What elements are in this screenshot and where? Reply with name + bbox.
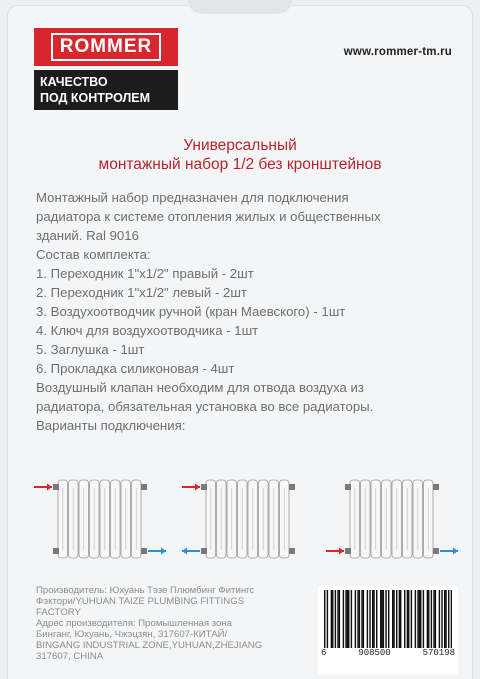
barcode-bar — [348, 590, 349, 648]
barcode-bar — [355, 590, 356, 648]
radiator-diagram-3 — [322, 470, 462, 570]
flow-arrow-head — [182, 548, 187, 555]
barcode-bar — [419, 590, 420, 648]
barcode-bar — [433, 590, 434, 648]
slogan-line-1: КАЧЕСТВО — [40, 75, 108, 89]
barcode-bar — [411, 590, 412, 648]
title-line-1: Универсальный — [183, 137, 297, 154]
barcode-bar — [427, 590, 428, 648]
barcode-bar — [448, 590, 449, 648]
product-title — [0, 136, 480, 174]
radiator-diagram-2 — [178, 470, 318, 570]
manufacturer-line: FACTORY — [36, 607, 81, 618]
barcode-bar — [347, 590, 348, 648]
description-line: зданий. Ral 9016 — [36, 228, 139, 243]
barcode-bar — [385, 590, 386, 648]
barcode-bar — [400, 590, 401, 648]
barcode-bar — [343, 590, 344, 648]
variants-heading: Варианты подключения: — [36, 418, 186, 433]
barcode-bar — [372, 590, 373, 648]
radiator-fitting — [345, 484, 351, 490]
flow-arrow-head — [195, 484, 200, 491]
radiator-fitting — [141, 548, 147, 554]
radiator-icon — [322, 470, 462, 570]
barcode-bar — [428, 590, 429, 648]
hang-hole — [188, 0, 292, 14]
manufacturer-line: Адрес производителя: Промышленная зона — [36, 618, 232, 629]
logo-text: ROMMER — [51, 33, 162, 61]
manufacturer-line: Бинганг, Юхуань, Чжэцзян, 317607-КИТАЙ/ — [36, 629, 228, 640]
radiator-fitting — [345, 548, 351, 554]
barcode-bar — [383, 590, 384, 648]
barcode-bar — [404, 590, 405, 648]
barcode-bar — [339, 590, 340, 648]
barcode-bar — [324, 590, 325, 648]
slogan-box — [34, 70, 178, 110]
barcode-digit-group: 570198 — [422, 648, 455, 658]
barcode-bar — [345, 590, 346, 648]
description-line: Воздушный клапан необходим для отвода воздуха из — [36, 380, 364, 395]
radiator-fitting — [433, 484, 439, 490]
radiator-fitting — [53, 484, 59, 490]
barcode-bar — [435, 590, 436, 648]
barcode-bar — [331, 590, 332, 648]
slogan-line-2: ПОД КОНТРОЛЕМ — [40, 91, 151, 105]
barcode-bar — [337, 590, 338, 648]
flow-arrow-head — [161, 548, 166, 555]
barcode-bars — [324, 590, 452, 648]
barcode-bar — [423, 590, 424, 648]
flow-arrow-head — [453, 548, 458, 555]
kit-item: 3. Воздухоотводчик ручной (кран Маевского) - 1шт — [36, 304, 346, 319]
kit-item: 2. Переходник 1"х1/2" левый - 2шт — [36, 285, 247, 300]
radiator-fitting — [289, 548, 295, 554]
description-line: Монтажный набор предназначен для подключения — [36, 190, 349, 205]
manufacturer-info — [36, 585, 316, 662]
barcode-bar — [361, 590, 362, 648]
barcode — [318, 586, 458, 674]
barcode-bar — [373, 590, 374, 648]
barcode-digit-group: 908500 — [358, 648, 391, 658]
radiator-fitting — [201, 484, 207, 490]
kit-item: 6. Прокладка силиконовая - 4шт — [36, 361, 235, 376]
manufacturer-line: Фэктори/YUHUAN TAIZE PLUMBING FITTINGS — [36, 596, 245, 607]
kit-heading: Состав комплекта: — [36, 247, 151, 262]
radiator-fitting — [141, 484, 147, 490]
barcode-bar — [444, 590, 445, 648]
barcode-bar — [363, 590, 364, 648]
radiator-fitting — [53, 548, 59, 554]
barcode-bar — [376, 590, 377, 648]
barcode-bar — [369, 590, 370, 648]
barcode-bar — [399, 590, 400, 648]
radiator-icon — [30, 470, 170, 570]
barcode-bar — [380, 590, 381, 648]
barcode-bar — [396, 590, 397, 648]
barcode-bar — [367, 590, 368, 648]
barcode-bar — [415, 590, 416, 648]
barcode-bar — [431, 590, 432, 648]
barcode-bar — [408, 590, 409, 648]
radiator-fitting — [433, 548, 439, 554]
kit-item: 5. Заглушка - 1шт — [36, 342, 145, 357]
barcode-bar — [332, 590, 333, 648]
barcode-bar — [451, 590, 452, 648]
barcode-bar — [445, 590, 446, 648]
radiator-fitting — [289, 484, 295, 490]
flow-arrow-head — [47, 484, 52, 491]
barcode-bar — [439, 590, 440, 648]
barcode-bar — [335, 590, 336, 648]
manufacturer-line: Производитель: Юхуань Тэзе Плюмбинг Фитингс — [36, 585, 255, 596]
barcode-bar — [393, 590, 394, 648]
barcode-bar — [381, 590, 382, 648]
website-url: www.rommer-tm.ru — [343, 46, 452, 58]
barcode-digit-group: 6 — [321, 648, 327, 658]
barcode-bar — [357, 590, 358, 648]
flow-arrow-head — [339, 548, 344, 555]
barcode-bar — [359, 590, 360, 648]
barcode-bar — [417, 590, 418, 648]
description-line: радиатора, обязательная установка во все радиаторы. — [36, 399, 374, 414]
barcode-bar — [351, 590, 352, 648]
radiator-fitting — [201, 548, 207, 554]
connection-diagrams — [30, 470, 470, 570]
radiator-icon — [178, 470, 318, 570]
rommer-logo — [34, 28, 178, 66]
description — [36, 188, 456, 435]
barcode-bar — [420, 590, 421, 648]
barcode-bar — [407, 590, 408, 648]
barcode-bar — [388, 590, 389, 648]
barcode-bar — [327, 590, 328, 648]
barcode-bar — [392, 590, 393, 648]
barcode-digits — [318, 648, 458, 658]
barcode-bar — [441, 590, 442, 648]
manufacturer-line: 317607, CHINA — [36, 651, 104, 662]
manufacturer-line: BINGANG INDUSTRIAL ZONE,YUHUAN,ZHEJIANG — [36, 640, 263, 651]
kit-item: 4. Ключ для воздухоотводчика - 1шт — [36, 323, 259, 338]
description-line: радиатора к системе отопления жилых и общественных — [36, 209, 381, 224]
kit-item: 1. Переходник 1"х1/2" правый - 2шт — [36, 266, 254, 281]
radiator-diagram-1 — [30, 470, 170, 570]
title-line-2: монтажный набор 1/2 без кронштейнов — [98, 156, 382, 173]
